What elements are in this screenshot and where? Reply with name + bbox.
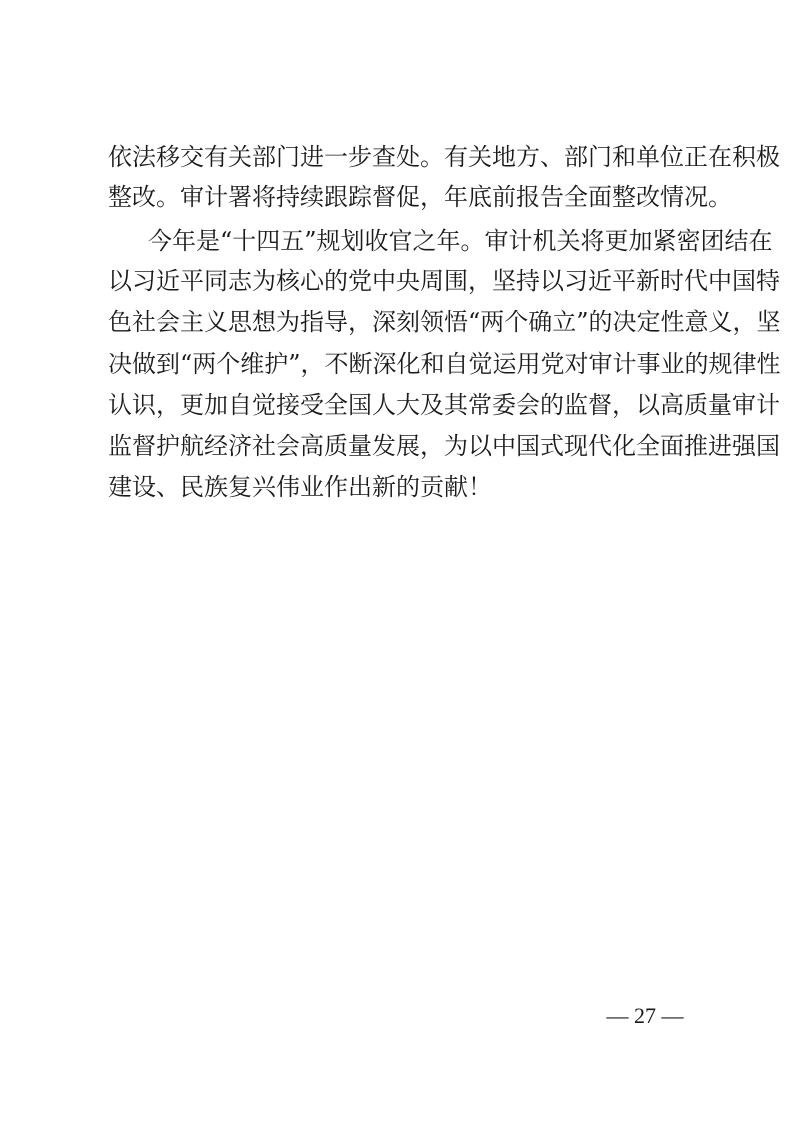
paragraph-2-line-2: 以习近平同志为核心的党中央周围，坚持以习近平新时代中国特 — [108, 267, 780, 295]
paragraph-2-line-7: 建设、民族复兴伟业作出新的贡献！ — [108, 473, 492, 501]
paragraph-1-line-2: 整改。审计署将持续跟踪督促，年底前报告全面整改情况。 — [108, 183, 732, 211]
paragraph-2-line-6: 监督护航经济社会高质量发展，为以中国式现代化全面推进强国 — [108, 432, 780, 460]
paragraph-2-line-1: 今年是“十四五”规划收官之年。审计机关将更加紧密团结在 — [148, 227, 773, 255]
paragraph-1-line-1: 依法移交有关部门进一步查处。有关地方、部门和单位正在积极 — [108, 143, 780, 171]
paragraph-2-line-3: 色社会主义思想为指导，深刻领悟“两个确立”的决定性意义，坚 — [108, 308, 781, 336]
page-number: — 27 — — [606, 1003, 684, 1028]
paragraph-2-line-5: 认识，更加自觉接受全国人大及其常委会的监督，以高质量审计 — [108, 391, 780, 419]
paragraph-2-line-4: 决做到“两个维护”，不断深化和自觉运用党对审计事业的规律性 — [108, 350, 781, 378]
